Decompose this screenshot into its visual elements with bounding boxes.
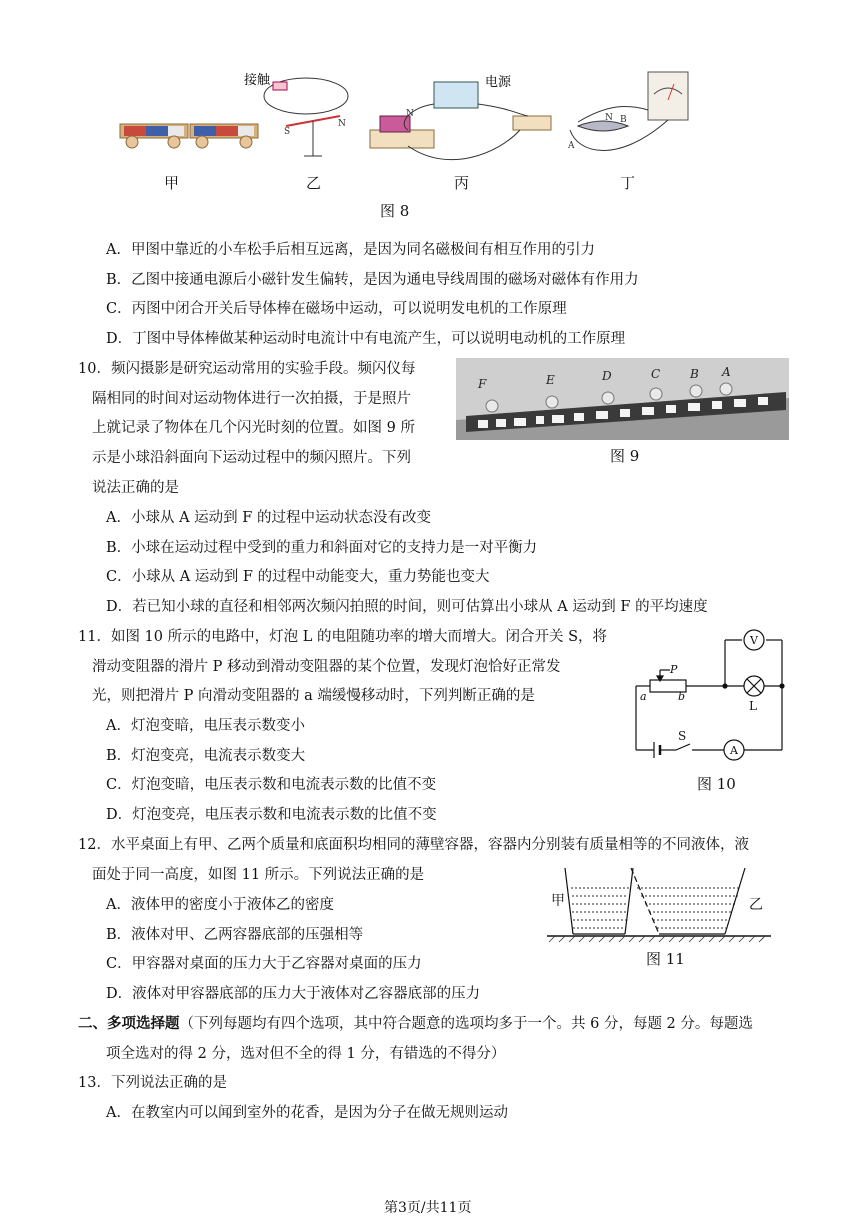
q9-option-a: A．甲图中靠近的小车松手后相互远离，是因为同名磁极间有相互作用的引力	[106, 242, 595, 258]
q10-option-c: C．小球从 A 运动到 F 的过程中动能变大，重力势能也变大	[106, 569, 490, 585]
q12-option-b: B．液体对甲、乙两容器底部的压强相等	[106, 927, 364, 943]
fig8-label-yi: 乙	[306, 174, 322, 192]
q10-option-a: A．小球从 A 运动到 F 的过程中运动状态没有改变	[106, 510, 431, 526]
figure-8-caption: 图 8	[380, 202, 410, 220]
lamp-label: L	[749, 699, 757, 713]
q11-option-c: C．灯泡变暗，电压表示数和电流表示数的比值不变	[106, 777, 437, 793]
motor-experiment-image	[370, 82, 551, 160]
q10-stem-line-4: 示是小球沿斜面向下运动过程中的频闪照片。下列	[92, 450, 411, 466]
figure-11-containers	[545, 860, 775, 944]
figure-8-drawing	[108, 64, 708, 192]
container-yi-label: 乙	[749, 897, 763, 913]
q10-stem-line-2: 隔相同的时间对运动物体进行一次拍摄，于是照片	[92, 391, 411, 407]
q11-stem-line-3: 光，则把滑片 P 向滑动变阻器的 a 端缓慢移动时，下列判断正确的是	[92, 688, 535, 704]
q12-stem-line-1: 12．水平桌面上有甲、乙两个质量和底面积均相同的薄壁容器，容器内分别装有质量相等的不同液体，液	[78, 837, 749, 853]
container-jia-label: 甲	[551, 893, 565, 909]
figure-9-photo	[456, 358, 789, 440]
q9-option-c: C．丙图中闭合开关后导体棒在磁场中运动，可以说明发电机的工作原理	[106, 301, 567, 317]
svg-text:N: N	[406, 109, 414, 119]
q10-stem-line-1: 10．频闪摄影是研究运动常用的实验手段。频闪仪每	[78, 361, 416, 377]
page-number: 第3页/共11页	[384, 1200, 472, 1216]
figure-10-circuit	[630, 626, 790, 766]
photo-label-a: A	[722, 365, 731, 379]
photo-label-b: B	[690, 367, 699, 381]
q9-option-b: B．乙图中接通电源后小磁针发生偏转，是因为通电导线周围的磁场对磁体有作用力	[106, 272, 639, 288]
q10-option-b: B．小球在运动过程中受到的重力和斜面对它的支持力是一对平衡力	[106, 540, 538, 556]
svg-text:B: B	[620, 115, 627, 125]
q12-option-d: D．液体对甲容器底部的压力大于液体对乙容器底部的压力	[106, 986, 481, 1002]
svg-text:A: A	[568, 141, 575, 151]
svg-text:N: N	[605, 113, 613, 123]
q11-option-d: D．灯泡变亮，电压表示数和电流表示数的比值不变	[106, 807, 437, 823]
power-label: 电源	[485, 75, 512, 90]
photo-label-c: C	[651, 367, 661, 381]
figure-11-caption: 图 11	[646, 950, 685, 968]
end-a-label: a	[640, 690, 647, 703]
photo-label-e: E	[546, 373, 555, 387]
contact-label: 接触	[244, 73, 271, 88]
compass-wire-image	[264, 78, 348, 156]
section-2-desc-line-1: （下列每题均有四个选项，其中符合题意的选项均多于一个。共 6 分，每题 2 分。每题选	[179, 1016, 753, 1032]
section-2-desc-line-2: 项全选对的得 2 分，选对但不全的得 1 分，有错选的不得分）	[106, 1046, 506, 1062]
q10-option-d: D．若已知小球的直径和相邻两次频闪拍照的时间，则可估算出小球从 A 运动到 F 的平均速度	[106, 599, 708, 615]
q12-option-c: C．甲容器对桌面的压力大于乙容器对桌面的压力	[106, 956, 422, 972]
fig8-label-jia: 甲	[164, 174, 180, 192]
fig8-label-ding: 丁	[620, 174, 636, 192]
section-2-heading: 二、多项选择题	[78, 1015, 180, 1032]
slider-label: P	[670, 663, 678, 676]
ammeter-label: A	[730, 744, 738, 757]
section-2-intro	[78, 1014, 753, 1034]
magnet-carts-image	[120, 124, 258, 148]
figure-10-caption: 图 10	[697, 775, 736, 793]
figure-8	[108, 64, 708, 192]
q11-stem-line-2: 滑动变阻器的滑片 P 移动到滑动变阻器的某个位置，发现灯泡恰好正常发	[92, 659, 561, 675]
q12-stem-line-2: 面处于同一高度，如图 11 所示。下列说法正确的是	[92, 867, 425, 883]
q11-stem-line-1: 11．如图 10 所示的电路中，灯泡 L 的电阻随功率的增大而增大。闭合开关 S，将	[78, 629, 608, 645]
q9-option-d: D．丁图中导体棒做某种运动时电流计中有电流产生，可以说明电动机的工作原理	[106, 331, 626, 347]
svg-text:N: N	[338, 119, 346, 129]
photo-label-f: F	[478, 377, 487, 391]
q13-option-a: A．在教室内可以闻到室外的花香，是因为分子在做无规则运动	[106, 1105, 508, 1121]
figure-9-caption: 图 9	[610, 447, 640, 465]
q11-option-b: B．灯泡变亮，电流表示数变大	[106, 748, 306, 764]
end-b-label: b	[678, 690, 686, 703]
svg-text:S: S	[284, 127, 291, 137]
q12-option-a: A．液体甲的密度小于液体乙的密度	[106, 897, 334, 913]
voltmeter-label: V	[750, 634, 758, 647]
q11-option-a: A．灯泡变暗，电压表示数变小	[106, 718, 305, 734]
q10-stem-line-3: 上就记录了物体在几个闪光时刻的位置。如图 9 所	[92, 420, 415, 436]
switch-label: S	[678, 729, 687, 743]
galvanometer-experiment-image	[570, 72, 688, 151]
q10-stem-line-5: 说法正确的是	[92, 480, 179, 496]
q13-stem: 13．下列说法正确的是	[78, 1075, 227, 1091]
fig8-label-bing: 丙	[454, 174, 470, 192]
photo-label-d: D	[602, 369, 612, 383]
